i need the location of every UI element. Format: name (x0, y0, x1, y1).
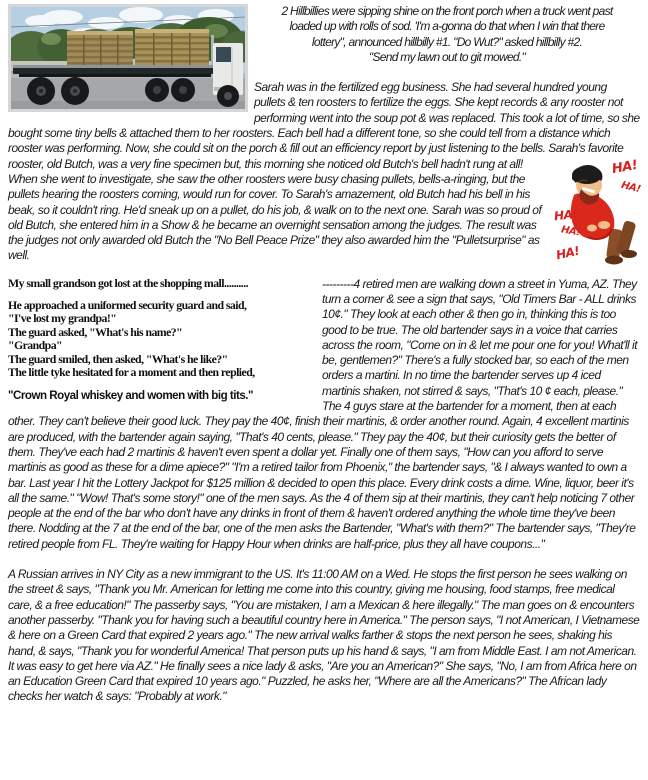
grandson-joke-punchline: "Crown Royal whiskey and women with big tits." (8, 388, 254, 402)
hillbilly-joke-line: 2 Hillbillies were sipping shine on the front porch when a truck went past (281, 4, 613, 18)
laughing-man-cartoon (554, 159, 640, 267)
grandson-joke-line: The little tyke hesitated for a moment and then replied, (8, 365, 255, 380)
grandson-joke-title: My small grandson got lost at the shopping mall.......... (8, 275, 249, 290)
russian-immigrant-joke: A Russian arrives in NY City as a new immigrant to the US. It's 11:00 AM on a Wed. He stops the first person he sees walking on the street & says, "Thank you Mr. American for letting me come into this country, giving me housing, food stamps, free medical care, & a free education!" The passerby says, "You are mistaken, I am a Mexican & here illegally." The man goes on & encounters another passerby. "Thank you for having such a beautiful country here in America." The person says, "I not American, I Vietnamese & here on a Green Card that expired 2 years ago." The new arrival walks farther & stops the next person he sees, shaking his hand, & says, "Thank you for wonderful America! That person puts up his hand & says, "I am from Middle East. I am not American. It was easy to get here via AZ." He finally sees a nice lady & asks, "Are you an American?" She says, "No, I am from Africa here on an Education Green Card that expired 10 years ago." Puzzled, he asks her, "Where are all the Americans?" The African lady checks her watch & says: "Probably at work." (8, 567, 640, 704)
grandson-joke-line: "Grandpa" (8, 338, 63, 353)
grandson-joke-line: The guard smiled, then asked, "What's he like?" (8, 351, 228, 366)
ha-label: HA! (610, 157, 639, 177)
hillbilly-joke-line: lottery", announced hillbilly #1. "Do Wut?" asked hillbilly #2. (311, 34, 583, 49)
sarah-joke-text-part2: Butch's bell hadn't rung at all! When she went to investigate, she saw the other roosters were busy chasing pullets, bells-a-ringing, but the pullets hearing the roosters coming, would run for cover. To Sarah's amazement, old Butch had his bell in his beak, so it couldn't ring. He'd sneak up on a pullet, do his job, & walk on to the next one. Sarah was so proud of old Butch, she entered him in a Show & he became an overnight sensation among the judges. The result was the judges not only awarded old Butch the "No Bell Peace Prize" they also awarded him the "Pulletsurprise" as well. (8, 156, 542, 263)
ha-label: HA! (560, 224, 582, 239)
ha-label: HA! (553, 206, 578, 223)
truck-photo-illustration (11, 7, 245, 109)
sarah-joke-text-part1: Sarah was in the fertilized egg business. She had several hundred young pullets & ten roosters to fertilize the eggs. She kept records & any rooster not performing went into the soup pot & was replaced. This took a lot of time, so she bought some tiny bells & attached them to her roosters. Each bell had a different tone, so she could tell from a distance which rooster was performing. Now, she could sit on the porch & fill out an efficiency report by just listening to the bells. Sarah's favorite rooster, old Butch, was a very fine specimen but, this morning she noticed old (8, 80, 640, 171)
truck-photo (8, 4, 248, 112)
grandson-joke-line: He approached a uniformed security guard and said, (8, 298, 247, 313)
hillbilly-joke-line: loaded up with rolls of sod. 'I'm a-gonna do that when I win that there (289, 19, 605, 34)
grandson-joke-line: The guard asked, "What's his name?" (8, 324, 183, 339)
grandson-joke (8, 277, 310, 402)
ha-label: HA! (619, 179, 642, 195)
hillbilly-joke-line: "Send my lawn out to git mowed." (368, 49, 526, 64)
retired-men-joke: ---------4 retired men are walking down a street in Yuma, AZ. They turn a corner & see a sign that says, "Old Timers Bar - ALL drinks 10¢." They look at each other & then go in, thinking this is too good to be true. The old bartender says in a voice that carries across the room, "Come on in & let me pour one for you! What'll it be, gentlemen?" There's a fully stocked bar, so each of the men orders a martini. In no time the bartender serves up 4 iced martinis shaken, not stirred & says, "That's 10 ¢ each, please." The 4 guys stare at the bartender for a moment, then at each other. They can't believe their good luck. They pay the 40¢, finish their martinis, & order another round. Again, 4 excellent martinis are produced, with the bartender again saying, "That's 40 cents, please." They pay the 40¢, but their curiosity gets the better of them. They've each had 2 martinis & haven't even spent a dollar yet. Finally one of them says, "How can you afford to serve martinis as good as these for a dime apiece?" "I'm a retired tailor from Phoenix," the bartender says, "& I always wanted to own a bar. Last year I hit the Lottery Jackpot for $125 million & decided to open this place. Every drink costs a dime. Wine, liquor, beer it's all the same." "Wow! That's some story!" one of the men says. As the 4 of them sip at their martinis, they can't help noticing 7 other people at the end of the bar who don't have any drinks in front of them & haven't ordered anything the whole time they've been there. Nodding at the 7 at the end of the bar, one of the men asks the Bartender, "What's with them?" The bartender says, "They're retired people from FL. They're waiting for Happy Hour when drinks are half-price, plus they all have coupons..." (8, 276, 638, 551)
grandson-joke-line: "I've lost my grandpa!" (8, 311, 117, 326)
middle-section (8, 269, 640, 552)
ha-label: HA! (554, 243, 581, 262)
